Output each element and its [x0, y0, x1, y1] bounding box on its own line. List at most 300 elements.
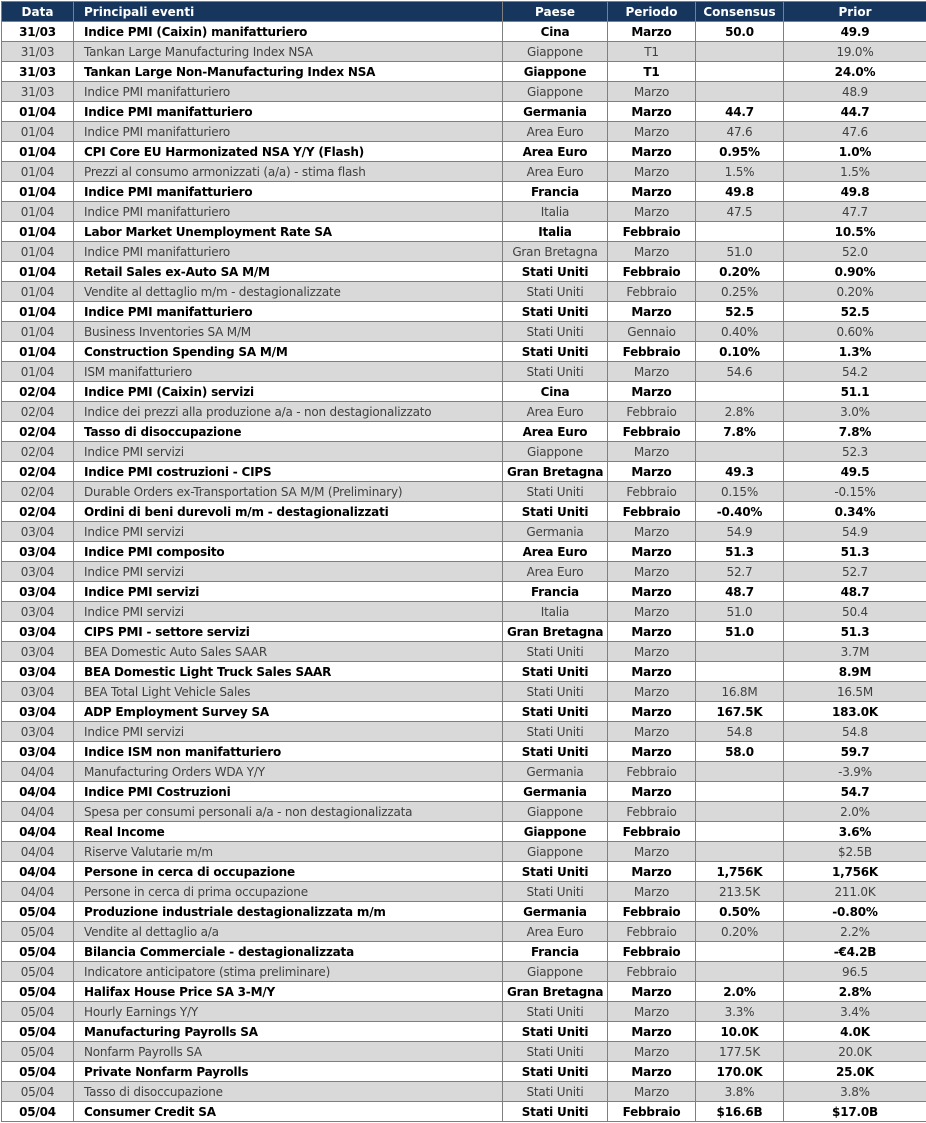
period-cell: Marzo — [608, 202, 696, 222]
consensus-cell — [696, 842, 784, 862]
date-cell: 03/04 — [2, 702, 74, 722]
consensus-cell: 49.3 — [696, 462, 784, 482]
period-cell: Marzo — [608, 542, 696, 562]
consensus-cell: 170.0K — [696, 1062, 784, 1082]
table-row — [2, 682, 926, 702]
date-cell: 03/04 — [2, 522, 74, 542]
event-cell: Labor Market Unemployment Rate SA — [74, 222, 503, 242]
consensus-cell — [696, 382, 784, 402]
date-cell: 05/04 — [2, 1042, 74, 1062]
table-row — [2, 342, 926, 362]
period-cell: Febbraio — [608, 902, 696, 922]
table-row — [2, 722, 926, 742]
table-row — [2, 642, 926, 662]
prior-cell: 0.90% — [784, 262, 926, 282]
date-cell: 02/04 — [2, 382, 74, 402]
table-row — [2, 582, 926, 602]
date-cell: 01/04 — [2, 142, 74, 162]
period-cell: Marzo — [608, 1022, 696, 1042]
table-row — [2, 942, 926, 962]
header-period: Periodo — [608, 2, 696, 22]
prior-cell: 51.3 — [784, 542, 926, 562]
date-cell: 03/04 — [2, 582, 74, 602]
event-cell: Nonfarm Payrolls SA — [74, 1042, 503, 1062]
header-event: Principali eventi — [74, 2, 503, 22]
country-cell: Cina — [503, 382, 608, 402]
prior-cell: 3.7M — [784, 642, 926, 662]
table-row — [2, 282, 926, 302]
table-row — [2, 1022, 926, 1042]
date-cell: 03/04 — [2, 602, 74, 622]
prior-cell: 8.9M — [784, 662, 926, 682]
consensus-cell — [696, 222, 784, 242]
date-cell: 05/04 — [2, 1082, 74, 1102]
country-cell: Area Euro — [503, 542, 608, 562]
prior-cell: 211.0K — [784, 882, 926, 902]
consensus-cell: 44.7 — [696, 102, 784, 122]
date-cell: 05/04 — [2, 962, 74, 982]
period-cell: Marzo — [608, 1002, 696, 1022]
date-cell: 02/04 — [2, 502, 74, 522]
prior-cell: 50.4 — [784, 602, 926, 622]
event-cell: Real Income — [74, 822, 503, 842]
period-cell: T1 — [608, 62, 696, 82]
date-cell: 03/04 — [2, 622, 74, 642]
country-cell: Cina — [503, 22, 608, 42]
country-cell: Germania — [503, 522, 608, 542]
event-cell: Indice PMI manifatturiero — [74, 242, 503, 262]
event-cell: Private Nonfarm Payrolls — [74, 1062, 503, 1082]
table-row — [2, 422, 926, 442]
header-consensus: Consensus — [696, 2, 784, 22]
country-cell: Giappone — [503, 442, 608, 462]
period-cell: Febbraio — [608, 802, 696, 822]
prior-cell: 0.60% — [784, 322, 926, 342]
prior-cell: 48.7 — [784, 582, 926, 602]
country-cell: Giappone — [503, 62, 608, 82]
period-cell: Marzo — [608, 1042, 696, 1062]
period-cell: Marzo — [608, 662, 696, 682]
prior-cell: 47.6 — [784, 122, 926, 142]
consensus-cell: 51.0 — [696, 622, 784, 642]
consensus-cell: 0.50% — [696, 902, 784, 922]
period-cell: Marzo — [608, 462, 696, 482]
event-cell: Indice PMI manifatturiero — [74, 122, 503, 142]
prior-cell: 1.3% — [784, 342, 926, 362]
country-cell: Stati Uniti — [503, 702, 608, 722]
date-cell: 03/04 — [2, 682, 74, 702]
country-cell: Stati Uniti — [503, 1022, 608, 1042]
table-row — [2, 1102, 926, 1122]
table-row — [2, 182, 926, 202]
consensus-cell — [696, 82, 784, 102]
date-cell: 01/04 — [2, 242, 74, 262]
date-cell: 01/04 — [2, 302, 74, 322]
period-cell: Marzo — [608, 602, 696, 622]
consensus-cell: 51.0 — [696, 242, 784, 262]
event-cell: Indice PMI manifatturiero — [74, 182, 503, 202]
country-cell: Germania — [503, 902, 608, 922]
consensus-cell: 51.0 — [696, 602, 784, 622]
country-cell: Italia — [503, 222, 608, 242]
consensus-cell: 0.95% — [696, 142, 784, 162]
event-cell: Tankan Large Non-Manufacturing Index NSA — [74, 62, 503, 82]
consensus-cell: 52.7 — [696, 562, 784, 582]
prior-cell: 7.8% — [784, 422, 926, 442]
table-row — [2, 302, 926, 322]
event-cell: Ordini di beni durevoli m/m - destagionalizzati — [74, 502, 503, 522]
date-cell: 01/04 — [2, 162, 74, 182]
date-cell: 02/04 — [2, 442, 74, 462]
consensus-cell — [696, 942, 784, 962]
period-cell: Febbraio — [608, 482, 696, 502]
event-cell: Indice PMI costruzioni - CIPS — [74, 462, 503, 482]
prior-cell: 52.3 — [784, 442, 926, 462]
prior-cell: 48.9 — [784, 82, 926, 102]
consensus-cell: 0.25% — [696, 282, 784, 302]
period-cell: Febbraio — [608, 282, 696, 302]
table-row — [2, 202, 926, 222]
date-cell: 04/04 — [2, 762, 74, 782]
country-cell: Gran Bretagna — [503, 462, 608, 482]
table-row — [2, 522, 926, 542]
period-cell: Marzo — [608, 242, 696, 262]
consensus-cell: 0.40% — [696, 322, 784, 342]
consensus-cell: 0.20% — [696, 262, 784, 282]
period-cell: Febbraio — [608, 1102, 696, 1122]
prior-cell: 59.7 — [784, 742, 926, 762]
period-cell: Marzo — [608, 722, 696, 742]
consensus-cell: 0.20% — [696, 922, 784, 942]
date-cell: 01/04 — [2, 202, 74, 222]
prior-cell: 2.0% — [784, 802, 926, 822]
header-date: Data — [2, 2, 74, 22]
table-row — [2, 1002, 926, 1022]
consensus-cell — [696, 442, 784, 462]
prior-cell: 3.8% — [784, 1082, 926, 1102]
period-cell: T1 — [608, 42, 696, 62]
country-cell: Stati Uniti — [503, 482, 608, 502]
event-cell: Indice PMI servizi — [74, 442, 503, 462]
date-cell: 01/04 — [2, 262, 74, 282]
date-cell: 01/04 — [2, 222, 74, 242]
period-cell: Marzo — [608, 682, 696, 702]
consensus-cell: 58.0 — [696, 742, 784, 762]
event-cell: Indice PMI servizi — [74, 722, 503, 742]
table-row — [2, 362, 926, 382]
date-cell: 03/04 — [2, 742, 74, 762]
period-cell: Marzo — [608, 22, 696, 42]
date-cell: 01/04 — [2, 342, 74, 362]
table-row — [2, 22, 926, 42]
country-cell: Giappone — [503, 962, 608, 982]
country-cell: Francia — [503, 942, 608, 962]
consensus-cell — [696, 822, 784, 842]
consensus-cell: 167.5K — [696, 702, 784, 722]
table-row — [2, 102, 926, 122]
table-row — [2, 862, 926, 882]
period-cell: Febbraio — [608, 962, 696, 982]
event-cell: Indice PMI servizi — [74, 582, 503, 602]
consensus-cell — [696, 642, 784, 662]
table-row — [2, 762, 926, 782]
consensus-cell: -0.40% — [696, 502, 784, 522]
date-cell: 05/04 — [2, 1062, 74, 1082]
event-cell: Construction Spending SA M/M — [74, 342, 503, 362]
event-cell: Consumer Credit SA — [74, 1102, 503, 1122]
date-cell: 05/04 — [2, 902, 74, 922]
consensus-cell: 1,756K — [696, 862, 784, 882]
date-cell: 03/04 — [2, 662, 74, 682]
consensus-cell: 54.8 — [696, 722, 784, 742]
event-cell: Manufacturing Orders WDA Y/Y — [74, 762, 503, 782]
consensus-cell: 50.0 — [696, 22, 784, 42]
date-cell: 03/04 — [2, 562, 74, 582]
date-cell: 01/04 — [2, 122, 74, 142]
country-cell: Stati Uniti — [503, 502, 608, 522]
table-row — [2, 242, 926, 262]
period-cell: Marzo — [608, 842, 696, 862]
period-cell: Marzo — [608, 562, 696, 582]
date-cell: 02/04 — [2, 422, 74, 442]
table-row — [2, 82, 926, 102]
country-cell: Germania — [503, 782, 608, 802]
consensus-cell: 0.10% — [696, 342, 784, 362]
table-row — [2, 1082, 926, 1102]
date-cell: 01/04 — [2, 322, 74, 342]
prior-cell: 3.0% — [784, 402, 926, 422]
prior-cell: 96.5 — [784, 962, 926, 982]
country-cell: Area Euro — [503, 922, 608, 942]
table-row — [2, 962, 926, 982]
country-cell: Stati Uniti — [503, 322, 608, 342]
table-row — [2, 162, 926, 182]
period-cell: Febbraio — [608, 942, 696, 962]
country-cell: Area Euro — [503, 162, 608, 182]
table-row — [2, 822, 926, 842]
event-cell: Produzione industriale destagionalizzata m/m — [74, 902, 503, 922]
period-cell: Marzo — [608, 382, 696, 402]
prior-cell: 1,756K — [784, 862, 926, 882]
period-cell: Marzo — [608, 182, 696, 202]
period-cell: Febbraio — [608, 922, 696, 942]
prior-cell: -€4.2B — [784, 942, 926, 962]
country-cell: Gran Bretagna — [503, 982, 608, 1002]
event-cell: Indice PMI Costruzioni — [74, 782, 503, 802]
period-cell: Febbraio — [608, 222, 696, 242]
country-cell: Giappone — [503, 842, 608, 862]
consensus-cell: 10.0K — [696, 1022, 784, 1042]
period-cell: Marzo — [608, 882, 696, 902]
consensus-cell: 2.8% — [696, 402, 784, 422]
event-cell: Indice PMI manifatturiero — [74, 202, 503, 222]
event-cell: CIPS PMI - settore servizi — [74, 622, 503, 642]
consensus-cell — [696, 62, 784, 82]
prior-cell: 16.5M — [784, 682, 926, 702]
date-cell: 31/03 — [2, 82, 74, 102]
table-row — [2, 42, 926, 62]
economic-calendar-table — [1, 1, 926, 1122]
country-cell: Stati Uniti — [503, 1102, 608, 1122]
table-row — [2, 602, 926, 622]
event-cell: CPI Core EU Harmonizated NSA Y/Y (Flash) — [74, 142, 503, 162]
table-row — [2, 782, 926, 802]
period-cell: Marzo — [608, 122, 696, 142]
prior-cell: 52.5 — [784, 302, 926, 322]
prior-cell: 54.8 — [784, 722, 926, 742]
period-cell: Febbraio — [608, 822, 696, 842]
country-cell: Stati Uniti — [503, 1042, 608, 1062]
event-cell: Tasso di disoccupazione — [74, 1082, 503, 1102]
country-cell: Stati Uniti — [503, 682, 608, 702]
country-cell: Stati Uniti — [503, 362, 608, 382]
event-cell: Indice dei prezzi alla produzione a/a - non destagionalizzato — [74, 402, 503, 422]
table-row — [2, 482, 926, 502]
prior-cell: 44.7 — [784, 102, 926, 122]
date-cell: 01/04 — [2, 102, 74, 122]
consensus-cell: 3.3% — [696, 1002, 784, 1022]
consensus-cell — [696, 42, 784, 62]
prior-cell: 4.0K — [784, 1022, 926, 1042]
table-row — [2, 382, 926, 402]
country-cell: Area Euro — [503, 402, 608, 422]
prior-cell: 51.3 — [784, 622, 926, 642]
table-row — [2, 662, 926, 682]
period-cell: Febbraio — [608, 422, 696, 442]
table-row — [2, 742, 926, 762]
consensus-cell — [696, 662, 784, 682]
event-cell: Business Inventories SA M/M — [74, 322, 503, 342]
event-cell: Riserve Valutarie m/m — [74, 842, 503, 862]
prior-cell: 3.4% — [784, 1002, 926, 1022]
date-cell: 31/03 — [2, 62, 74, 82]
table-row — [2, 982, 926, 1002]
period-cell: Marzo — [608, 522, 696, 542]
consensus-cell: $16.6B — [696, 1102, 784, 1122]
table-row — [2, 802, 926, 822]
consensus-cell: 2.0% — [696, 982, 784, 1002]
date-cell: 01/04 — [2, 182, 74, 202]
event-cell: Retail Sales ex-Auto SA M/M — [74, 262, 503, 282]
event-cell: Bilancia Commerciale - destagionalizzata — [74, 942, 503, 962]
event-cell: Indice PMI manifatturiero — [74, 82, 503, 102]
period-cell: Marzo — [608, 142, 696, 162]
country-cell: Giappone — [503, 822, 608, 842]
period-cell: Marzo — [608, 862, 696, 882]
date-cell: 02/04 — [2, 462, 74, 482]
header-prior: Prior — [784, 2, 926, 22]
consensus-cell — [696, 782, 784, 802]
prior-cell: 2.8% — [784, 982, 926, 1002]
consensus-cell: 54.6 — [696, 362, 784, 382]
prior-cell: 54.9 — [784, 522, 926, 542]
event-cell: Halifax House Price SA 3-M/Y — [74, 982, 503, 1002]
date-cell: 02/04 — [2, 402, 74, 422]
date-cell: 04/04 — [2, 802, 74, 822]
country-cell: Gran Bretagna — [503, 622, 608, 642]
country-cell: Italia — [503, 202, 608, 222]
event-cell: Tankan Large Manufacturing Index NSA — [74, 42, 503, 62]
period-cell: Marzo — [608, 642, 696, 662]
prior-cell: 25.0K — [784, 1062, 926, 1082]
country-cell: Germania — [503, 102, 608, 122]
country-cell: Gran Bretagna — [503, 242, 608, 262]
date-cell: 05/04 — [2, 922, 74, 942]
event-cell: ISM manifatturiero — [74, 362, 503, 382]
table-row — [2, 622, 926, 642]
period-cell: Febbraio — [608, 762, 696, 782]
period-cell: Marzo — [608, 1062, 696, 1082]
prior-cell: -3.9% — [784, 762, 926, 782]
date-cell: 05/04 — [2, 1102, 74, 1122]
country-cell: Stati Uniti — [503, 262, 608, 282]
event-cell: Hourly Earnings Y/Y — [74, 1002, 503, 1022]
prior-cell: 3.6% — [784, 822, 926, 842]
prior-cell: 0.34% — [784, 502, 926, 522]
table-body — [2, 22, 926, 1122]
period-cell: Gennaio — [608, 322, 696, 342]
prior-cell: 24.0% — [784, 62, 926, 82]
consensus-cell — [696, 762, 784, 782]
event-cell: Vendite al dettaglio m/m - destagionalizzate — [74, 282, 503, 302]
country-cell: Stati Uniti — [503, 662, 608, 682]
table-row — [2, 462, 926, 482]
country-cell: Stati Uniti — [503, 742, 608, 762]
header-country: Paese — [503, 2, 608, 22]
period-cell: Marzo — [608, 982, 696, 1002]
date-cell: 31/03 — [2, 42, 74, 62]
country-cell: Stati Uniti — [503, 862, 608, 882]
period-cell: Febbraio — [608, 262, 696, 282]
event-cell: Indice PMI (Caixin) servizi — [74, 382, 503, 402]
period-cell: Marzo — [608, 162, 696, 182]
date-cell: 04/04 — [2, 822, 74, 842]
prior-cell: 0.20% — [784, 282, 926, 302]
date-cell: 05/04 — [2, 1022, 74, 1042]
table-row — [2, 62, 926, 82]
prior-cell: 183.0K — [784, 702, 926, 722]
country-cell: Area Euro — [503, 562, 608, 582]
country-cell: Francia — [503, 182, 608, 202]
period-cell: Marzo — [608, 582, 696, 602]
event-cell: BEA Domestic Light Truck Sales SAAR — [74, 662, 503, 682]
date-cell: 05/04 — [2, 942, 74, 962]
date-cell: 04/04 — [2, 842, 74, 862]
prior-cell: 52.0 — [784, 242, 926, 262]
date-cell: 02/04 — [2, 482, 74, 502]
table-row — [2, 262, 926, 282]
prior-cell: 52.7 — [784, 562, 926, 582]
date-cell: 31/03 — [2, 22, 74, 42]
table-row — [2, 882, 926, 902]
table-row — [2, 442, 926, 462]
table-row — [2, 402, 926, 422]
consensus-cell: 0.15% — [696, 482, 784, 502]
event-cell: Indice ISM non manifatturiero — [74, 742, 503, 762]
table-row — [2, 502, 926, 522]
event-cell: BEA Total Light Vehicle Sales — [74, 682, 503, 702]
period-cell: Marzo — [608, 442, 696, 462]
country-cell: Germania — [503, 762, 608, 782]
period-cell: Marzo — [608, 102, 696, 122]
event-cell: Manufacturing Payrolls SA — [74, 1022, 503, 1042]
event-cell: BEA Domestic Auto Sales SAAR — [74, 642, 503, 662]
date-cell: 03/04 — [2, 642, 74, 662]
event-cell: Durable Orders ex-Transportation SA M/M (Preliminary) — [74, 482, 503, 502]
consensus-cell: 213.5K — [696, 882, 784, 902]
prior-cell: 54.7 — [784, 782, 926, 802]
prior-cell: 49.5 — [784, 462, 926, 482]
